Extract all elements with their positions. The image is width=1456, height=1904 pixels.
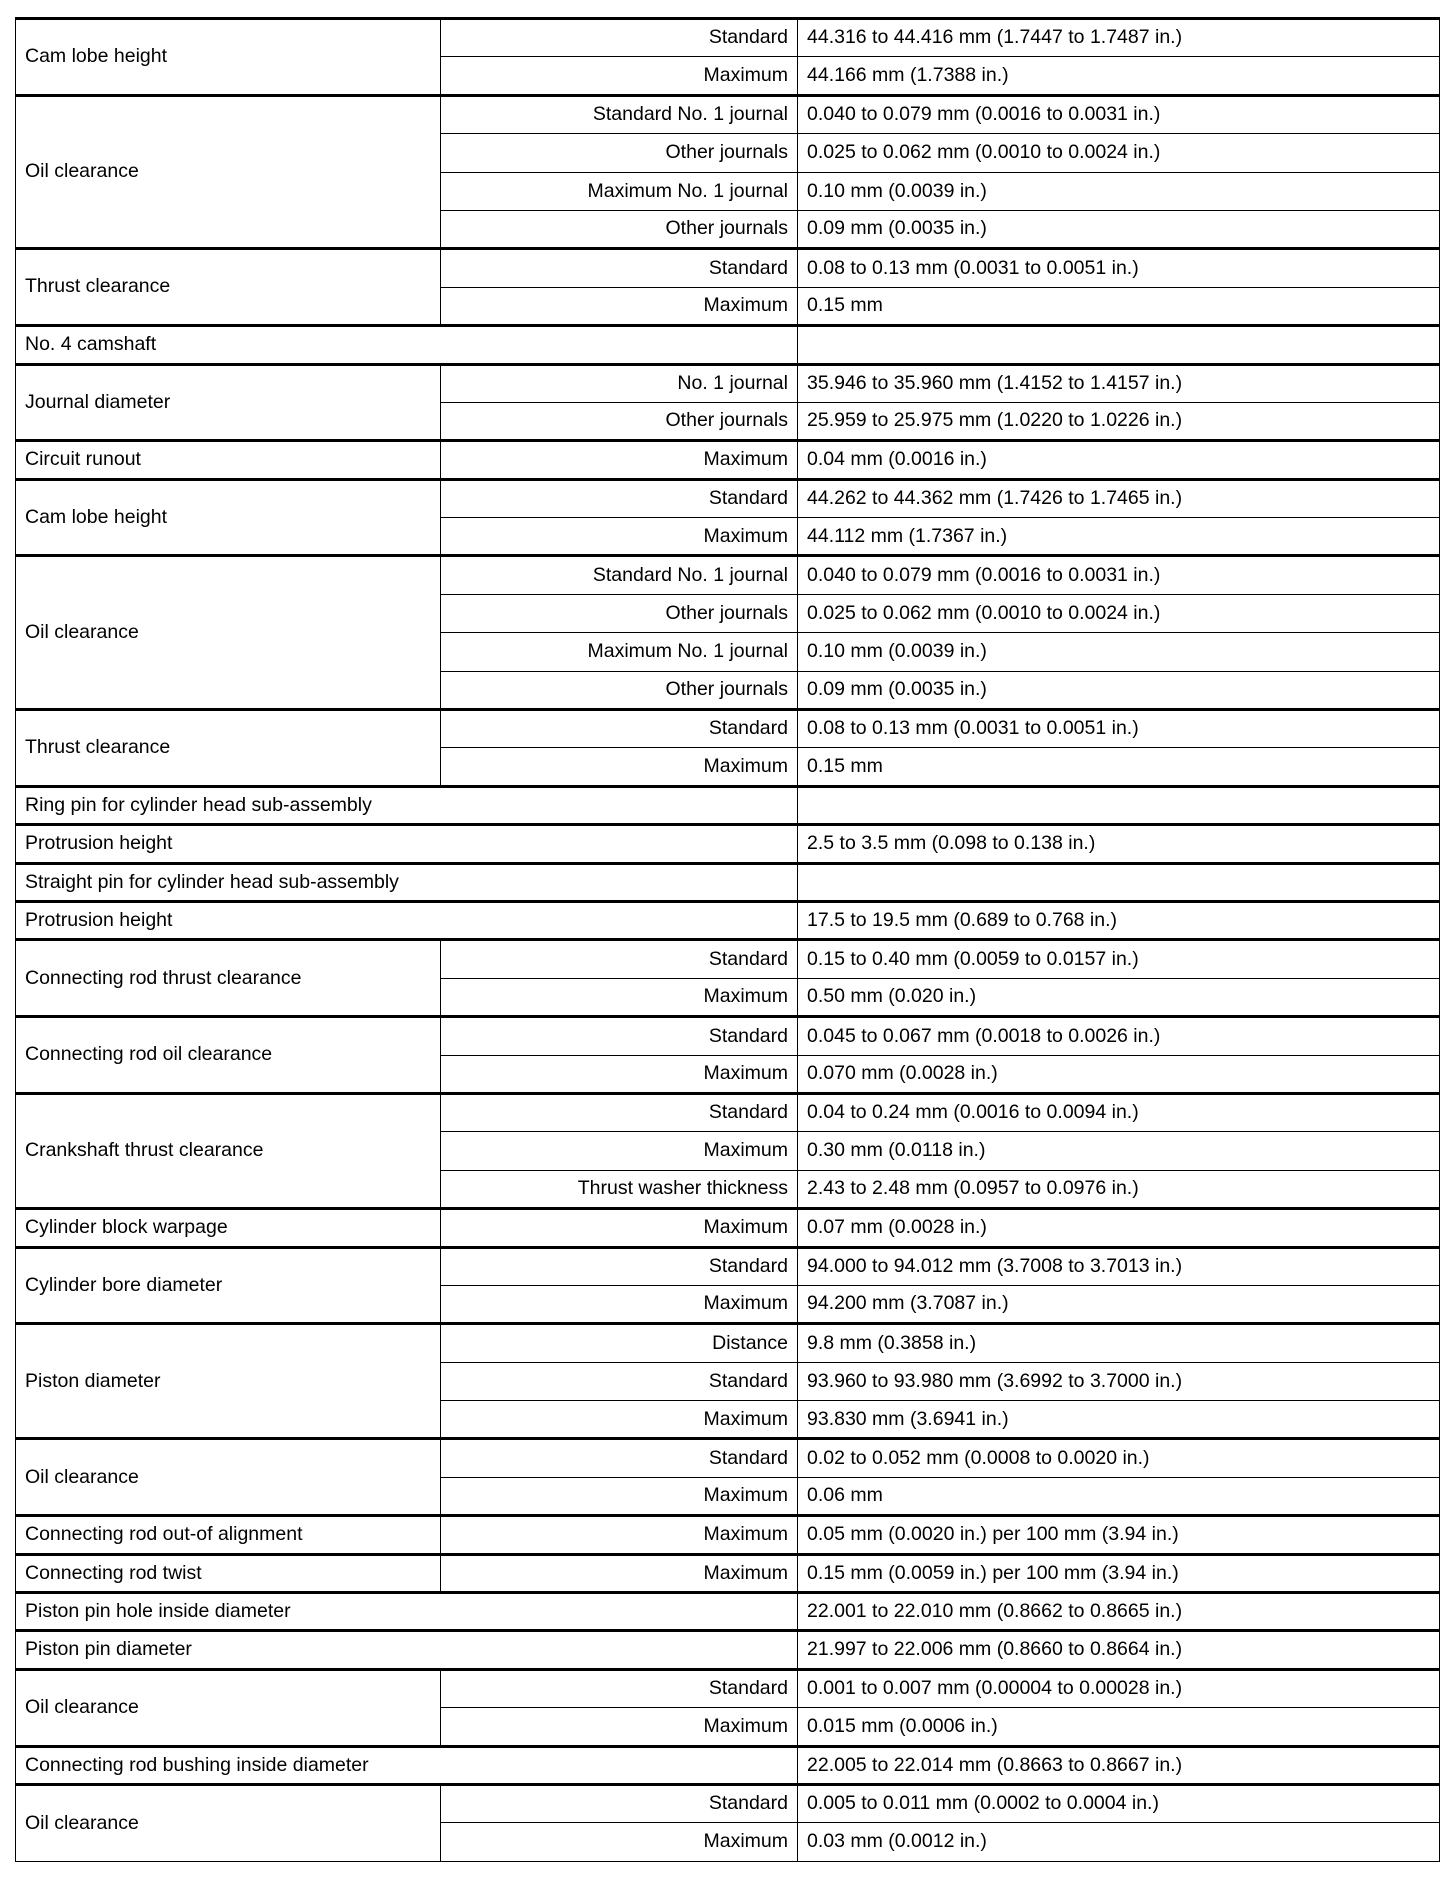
spec-value: 0.025 to 0.062 mm (0.0010 to 0.0024 in.) [798, 134, 1440, 172]
spec-item-label: Connecting rod thrust clearance [16, 940, 441, 1017]
spec-condition: Standard [441, 249, 798, 287]
spec-value: 2.5 to 3.5 mm (0.098 to 0.138 in.) [798, 825, 1440, 863]
table-row [16, 1516, 1440, 1554]
spec-value: 0.04 mm (0.0016 in.) [798, 441, 1440, 479]
spec-item-label: Piston diameter [16, 1324, 441, 1439]
spec-value: 0.10 mm (0.0039 in.) [798, 172, 1440, 210]
spec-condition: Standard [441, 479, 798, 517]
spec-condition: Thrust washer thickness [441, 1170, 798, 1208]
spec-item-label: Straight pin for cylinder head sub-assembly [16, 863, 798, 901]
spec-condition: Maximum [441, 1132, 798, 1170]
table-row [16, 1017, 1440, 1055]
spec-item-label: Oil clearance [16, 95, 441, 249]
table-row [16, 1669, 1440, 1707]
table-row [16, 786, 1440, 824]
table-row [16, 1593, 1440, 1631]
spec-value: 0.005 to 0.011 mm (0.0002 to 0.0004 in.) [798, 1784, 1440, 1822]
spec-value: 22.005 to 22.014 mm (0.8663 to 0.8667 in.) [798, 1746, 1440, 1784]
spec-condition: Standard [441, 19, 798, 57]
spec-condition: Other journals [441, 594, 798, 632]
spec-value: 44.166 mm (1.7388 in.) [798, 57, 1440, 95]
table-row [16, 710, 1440, 748]
spec-condition: Standard [441, 1093, 798, 1131]
spec-condition: Maximum No. 1 journal [441, 633, 798, 671]
spec-condition: Standard No. 1 journal [441, 95, 798, 133]
spec-condition: No. 1 journal [441, 364, 798, 402]
spec-value: 0.09 mm (0.0035 in.) [798, 671, 1440, 709]
spec-value: 0.08 to 0.13 mm (0.0031 to 0.0051 in.) [798, 249, 1440, 287]
spec-condition: Standard No. 1 journal [441, 556, 798, 594]
spec-item-label: Journal diameter [16, 364, 441, 441]
spec-value: 17.5 to 19.5 mm (0.689 to 0.768 in.) [798, 901, 1440, 939]
spec-value: 0.025 to 0.062 mm (0.0010 to 0.0024 in.) [798, 594, 1440, 632]
spec-condition: Maximum [441, 57, 798, 95]
table-row [16, 1247, 1440, 1285]
spec-value: 93.960 to 93.980 mm (3.6992 to 3.7000 in.) [798, 1362, 1440, 1400]
spec-value: 0.03 mm (0.0012 in.) [798, 1823, 1440, 1861]
spec-value: 0.05 mm (0.0020 in.) per 100 mm (3.94 in.) [798, 1516, 1440, 1554]
table-row [16, 364, 1440, 402]
spec-value: 0.08 to 0.13 mm (0.0031 to 0.0051 in.) [798, 710, 1440, 748]
spec-value: 93.830 mm (3.6941 in.) [798, 1401, 1440, 1439]
spec-value: 0.30 mm (0.0118 in.) [798, 1132, 1440, 1170]
spec-condition: Maximum [441, 1554, 798, 1592]
spec-value: 25.959 to 25.975 mm (1.0220 to 1.0226 in.) [798, 402, 1440, 440]
spec-condition: Maximum [441, 1477, 798, 1515]
spec-item-label: Cam lobe height [16, 19, 441, 96]
table-row [16, 1746, 1440, 1784]
spec-value: 0.15 to 0.40 mm (0.0059 to 0.0157 in.) [798, 940, 1440, 978]
table-row [16, 556, 1440, 594]
spec-value: 0.50 mm (0.020 in.) [798, 978, 1440, 1016]
spec-value: 0.045 to 0.067 mm (0.0018 to 0.0026 in.) [798, 1017, 1440, 1055]
spec-value: 0.15 mm [798, 287, 1440, 325]
spec-value: 94.200 mm (3.7087 in.) [798, 1285, 1440, 1323]
spec-condition: Standard [441, 1017, 798, 1055]
spec-value: 2.43 to 2.48 mm (0.0957 to 0.0976 in.) [798, 1170, 1440, 1208]
spec-condition: Maximum [441, 287, 798, 325]
spec-item-label: Piston pin hole inside diameter [16, 1593, 798, 1631]
spec-item-label: Piston pin diameter [16, 1631, 798, 1669]
spec-value: 21.997 to 22.006 mm (0.8660 to 0.8664 in.) [798, 1631, 1440, 1669]
spec-item-label: Oil clearance [16, 1669, 441, 1746]
spec-item-label: Connecting rod bushing inside diameter [16, 1746, 798, 1784]
spec-value [798, 786, 1440, 824]
spec-condition: Maximum [441, 1708, 798, 1746]
spec-condition: Other journals [441, 134, 798, 172]
spec-value: 0.070 mm (0.0028 in.) [798, 1055, 1440, 1093]
spec-condition: Maximum [441, 1209, 798, 1247]
spec-value: 9.8 mm (0.3858 in.) [798, 1324, 1440, 1362]
spec-value: 94.000 to 94.012 mm (3.7008 to 3.7013 in.) [798, 1247, 1440, 1285]
spec-item-label: Cam lobe height [16, 479, 441, 556]
table-row [16, 863, 1440, 901]
spec-value: 35.946 to 35.960 mm (1.4152 to 1.4157 in.) [798, 364, 1440, 402]
table-row [16, 1439, 1440, 1477]
table-row [16, 249, 1440, 287]
spec-condition: Maximum [441, 1401, 798, 1439]
spec-item-label: Protrusion height [16, 825, 798, 863]
spec-condition: Maximum [441, 1285, 798, 1323]
spec-item-label: Crankshaft thrust clearance [16, 1093, 441, 1208]
spec-item-label: No. 4 camshaft [16, 326, 798, 364]
spec-condition: Standard [441, 1362, 798, 1400]
spec-condition: Other journals [441, 671, 798, 709]
spec-value: 0.15 mm (0.0059 in.) per 100 mm (3.94 in.) [798, 1554, 1440, 1592]
spec-condition: Maximum [441, 748, 798, 786]
spec-condition: Standard [441, 1247, 798, 1285]
spec-value: 0.09 mm (0.0035 in.) [798, 210, 1440, 248]
spec-condition: Maximum [441, 1055, 798, 1093]
spec-condition: Maximum [441, 1823, 798, 1861]
spec-condition: Maximum [441, 978, 798, 1016]
spec-value: 0.15 mm [798, 748, 1440, 786]
spec-value: 44.316 to 44.416 mm (1.7447 to 1.7487 in.) [798, 19, 1440, 57]
table-row [16, 1209, 1440, 1247]
table-row [16, 1324, 1440, 1362]
spec-item-label: Thrust clearance [16, 249, 441, 326]
spec-item-label: Oil clearance [16, 556, 441, 710]
spec-item-label: Connecting rod out-of alignment [16, 1516, 441, 1554]
spec-condition: Other journals [441, 402, 798, 440]
spec-item-label: Circuit runout [16, 441, 441, 479]
spec-value: 44.112 mm (1.7367 in.) [798, 518, 1440, 556]
spec-value: 0.040 to 0.079 mm (0.0016 to 0.0031 in.) [798, 556, 1440, 594]
spec-item-label: Cylinder bore diameter [16, 1247, 441, 1324]
spec-condition: Standard [441, 1669, 798, 1707]
spec-condition: Standard [441, 940, 798, 978]
spec-value: 44.262 to 44.362 mm (1.7426 to 1.7465 in.) [798, 479, 1440, 517]
table-row [16, 1631, 1440, 1669]
spec-value: 0.07 mm (0.0028 in.) [798, 1209, 1440, 1247]
spec-item-label: Oil clearance [16, 1439, 441, 1516]
spec-condition: Maximum [441, 441, 798, 479]
table-row [16, 1554, 1440, 1592]
table-row [16, 901, 1440, 939]
spec-item-label: Connecting rod twist [16, 1554, 441, 1592]
table-row [16, 19, 1440, 57]
spec-item-label: Ring pin for cylinder head sub-assembly [16, 786, 798, 824]
spec-condition: Maximum [441, 1516, 798, 1554]
spec-condition: Maximum [441, 518, 798, 556]
spec-value: 0.10 mm (0.0039 in.) [798, 633, 1440, 671]
table-row [16, 940, 1440, 978]
spec-condition: Standard [441, 710, 798, 748]
table-row [16, 441, 1440, 479]
spec-value: 0.001 to 0.007 mm (0.00004 to 0.00028 in.) [798, 1669, 1440, 1707]
spec-value: 0.04 to 0.24 mm (0.0016 to 0.0094 in.) [798, 1093, 1440, 1131]
spec-value: 0.06 mm [798, 1477, 1440, 1515]
table-row [16, 825, 1440, 863]
spec-value: 0.015 mm (0.0006 in.) [798, 1708, 1440, 1746]
spec-value: 0.040 to 0.079 mm (0.0016 to 0.0031 in.) [798, 95, 1440, 133]
spec-item-label: Protrusion height [16, 901, 798, 939]
specification-table-body [16, 19, 1440, 1862]
spec-condition: Maximum No. 1 journal [441, 172, 798, 210]
spec-item-label: Oil clearance [16, 1784, 441, 1861]
spec-item-label: Connecting rod oil clearance [16, 1017, 441, 1094]
table-row [16, 95, 1440, 133]
spec-value [798, 326, 1440, 364]
specification-table [15, 17, 1440, 1862]
spec-value [798, 863, 1440, 901]
spec-condition: Other journals [441, 210, 798, 248]
spec-condition: Standard [441, 1439, 798, 1477]
spec-condition: Standard [441, 1784, 798, 1822]
table-row [16, 1093, 1440, 1131]
spec-value: 22.001 to 22.010 mm (0.8662 to 0.8665 in.) [798, 1593, 1440, 1631]
table-row [16, 479, 1440, 517]
table-row [16, 326, 1440, 364]
table-row [16, 1784, 1440, 1822]
spec-condition: Distance [441, 1324, 798, 1362]
spec-item-label: Cylinder block warpage [16, 1209, 441, 1247]
spec-item-label: Thrust clearance [16, 710, 441, 787]
spec-value: 0.02 to 0.052 mm (0.0008 to 0.0020 in.) [798, 1439, 1440, 1477]
